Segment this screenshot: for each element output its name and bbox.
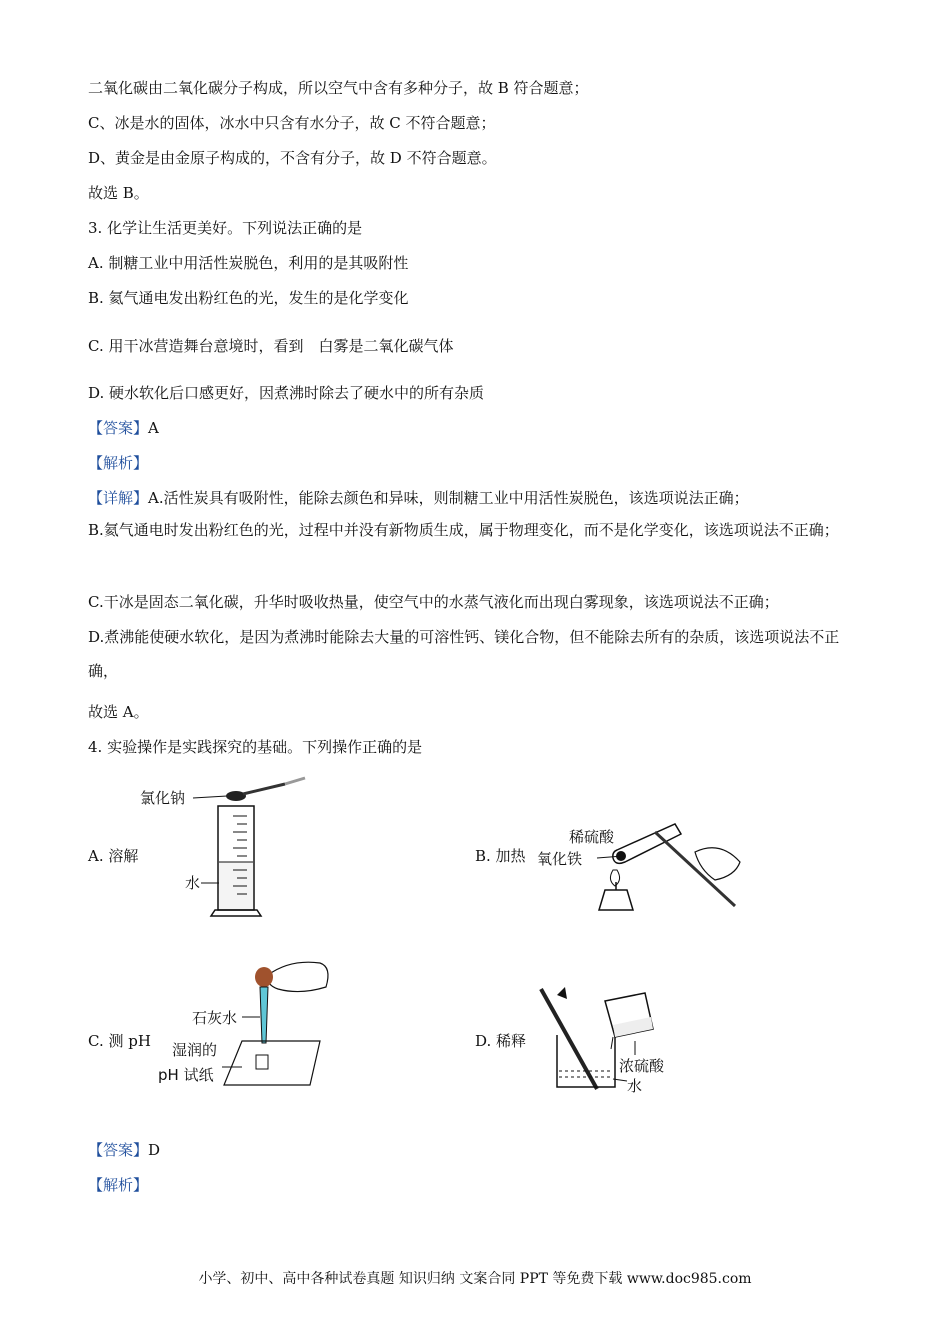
label-water-a: 水 — [185, 874, 201, 892]
q3-option-c: C. 用干冰营造舞台意境时，看到 白雾是二氧化碳气体 — [88, 337, 454, 355]
q3-answer — [88, 418, 159, 438]
ph-test-figure — [150, 955, 335, 1090]
detail-tag: 【详解】 — [88, 489, 149, 507]
text-line: 故选 B。 — [88, 184, 149, 202]
label-dilute-sulfuric-acid: 稀硫酸 — [569, 828, 615, 846]
answer-value: A — [148, 419, 159, 437]
q4-option-b: B. 加热 — [475, 847, 526, 865]
detail-a-text: A.活性炭具有吸附性，能除去颜色和异味，则制糖工业中用活性炭脱色，该选项说法正确； — [148, 489, 749, 507]
text-line: C、冰是水的固体，冰水中只含有水分子，故 C 不符合题意； — [88, 114, 496, 132]
answer-tag: 【答案】 — [88, 419, 149, 437]
label-iron-oxide: 氧化铁 — [537, 850, 583, 868]
text-line: 二氧化碳由二氧化碳分子构成，所以空气中含有多种分子，故 B 符合题意； — [88, 79, 589, 97]
page-footer: 小学、初中、高中各种试卷真题 知识归纳 文案合同 PPT 等免费下载 www.doc985.com — [198, 1271, 752, 1287]
q3-conclusion: 故选 A。 — [88, 703, 149, 721]
q3-option-d: D. 硬水软化后口感更好，因煮沸时除去了硬水中的所有杂质 — [88, 384, 485, 402]
dilution-figure — [535, 985, 695, 1095]
question-3-stem: 3. 化学让生活更美好。下列说法正确的是 — [88, 219, 363, 237]
q3-detail-c: C.干冰是固态二氧化碳，升华时吸收热量，使空气中的水蒸气液化而出现白雾现象，该选项说法不正确； — [88, 593, 779, 611]
label-ph-paper: pH 试纸 — [158, 1066, 214, 1084]
label-limewater: 石灰水 — [192, 1009, 238, 1027]
answer-tag: 【答案】 — [88, 1141, 149, 1159]
text-line: D、黄金是由金原子构成的，不含有分子，故 D 不符合题意。 — [88, 149, 497, 167]
q3-detail-d: D.煮沸能使硬水软化，是因为煮沸时能除去大量的可溶性钙、镁化合物，但不能除去所有的杂质，该选项说法不正确， — [88, 628, 840, 680]
label-concentrated-sulfuric-acid: 浓硫酸 — [619, 1057, 665, 1075]
answer-value: D — [148, 1141, 161, 1159]
q3-analysis-tag — [88, 453, 148, 473]
q4-answer — [88, 1140, 160, 1160]
label-wet: 湿润的 — [172, 1041, 218, 1059]
q4-option-c: C. 测 pH — [88, 1032, 151, 1050]
q4-analysis-tag — [88, 1175, 148, 1195]
q3-detail-b: B.氦气通电时发出粉红色的光，过程中并没有新物质生成，属于物理变化，而不是化学变化，该选项说法不正确； — [88, 521, 839, 539]
test-tube-heating-figure — [535, 820, 750, 915]
analysis-tag: 【解析】 — [88, 1176, 149, 1194]
graduated-cylinder-figure — [135, 770, 310, 925]
question-4-stem: 4. 实验操作是实践探究的基础。下列操作正确的是 — [88, 738, 423, 756]
q3-option-b: B. 氦气通电发出粉红色的光，发生的是化学变化 — [88, 289, 409, 307]
q4-option-a: A. 溶解 — [88, 847, 139, 865]
q3-option-a: A. 制糖工业中用活性炭脱色，利用的是其吸附性 — [88, 254, 409, 272]
q4-option-d: D. 稀释 — [475, 1032, 527, 1050]
q3-detail-a — [88, 488, 749, 508]
label-sodium-chloride: 氯化钠 — [140, 789, 186, 807]
analysis-tag: 【解析】 — [88, 454, 149, 472]
label-water-d: 水 — [627, 1077, 643, 1095]
